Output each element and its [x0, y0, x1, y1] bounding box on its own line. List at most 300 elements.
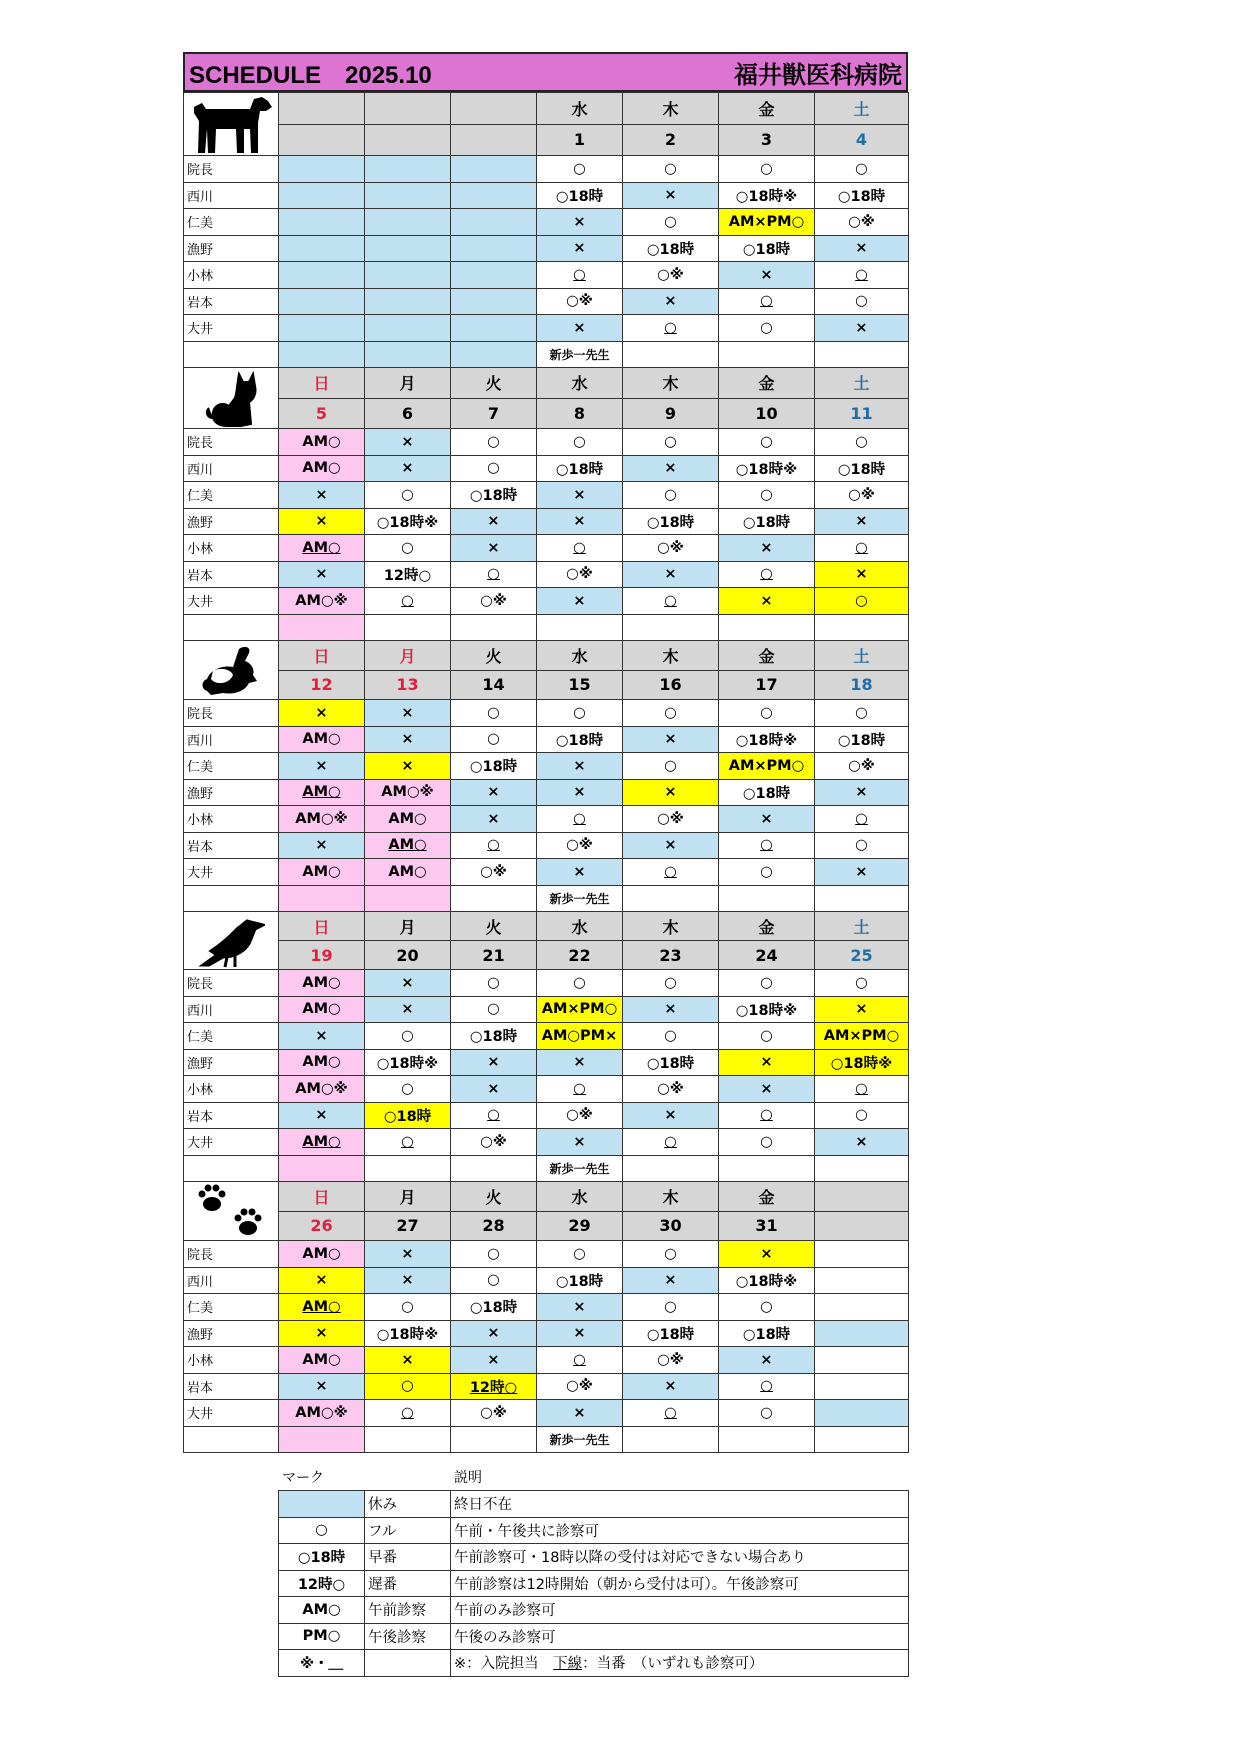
staff-name: 漁野 — [184, 779, 279, 806]
schedule-cell: × — [279, 832, 365, 859]
schedule-cell: ○ — [719, 1102, 815, 1129]
legend-mark: AM○ — [279, 1597, 365, 1624]
note-cell — [279, 885, 365, 912]
schedule-cell: ○※ — [815, 209, 909, 236]
note-cell — [815, 341, 909, 368]
schedule-cell: × — [623, 779, 719, 806]
weekday-cell: 火 — [451, 1182, 537, 1212]
schedule-cell: ○ — [537, 535, 623, 562]
note-cell — [365, 885, 451, 912]
date-cell: 26 — [279, 1211, 365, 1241]
schedule-cell: × — [365, 996, 451, 1023]
schedule-cell: × — [815, 859, 909, 886]
schedule-cell: AM×PM○ — [719, 753, 815, 780]
date-cell: 5 — [279, 398, 365, 429]
schedule-cell: ○ — [719, 1400, 815, 1427]
notes-label-cell — [184, 1426, 279, 1453]
notes-row — [184, 1426, 909, 1453]
schedule-cell: AM○ — [279, 1347, 365, 1374]
schedule-cell: ○ — [623, 156, 719, 183]
legend-desc: 終日不在 — [451, 1491, 909, 1518]
schedule-cell: ○ — [365, 1373, 451, 1400]
schedule-cell: ○ — [537, 1076, 623, 1103]
schedule-cell: × — [279, 1023, 365, 1050]
date-cell: 6 — [365, 398, 451, 429]
rabbit-icon — [184, 641, 279, 700]
schedule-cell: ○ — [537, 429, 623, 456]
schedule-cell — [279, 288, 365, 315]
note-cell — [815, 885, 909, 912]
date-cell: 3 — [719, 124, 815, 156]
schedule-cell: AM○ — [365, 832, 451, 859]
date-cell: 31 — [719, 1211, 815, 1241]
schedule-cell: × — [365, 700, 451, 727]
schedule-cell: × — [815, 996, 909, 1023]
staff-name: 西川 — [184, 182, 279, 209]
schedule-cell: ○ — [537, 262, 623, 289]
schedule-cell: ○ — [815, 806, 909, 833]
schedule-cell: × — [815, 561, 909, 588]
date-cell: 2 — [623, 124, 719, 156]
staff-row — [184, 1347, 909, 1374]
paw-icon — [184, 1182, 279, 1241]
date-cell: 12 — [279, 670, 365, 700]
schedule-cell: × — [815, 508, 909, 535]
schedule-cell: × — [537, 1294, 623, 1321]
schedule-cell: ○ — [719, 1294, 815, 1321]
weekday-cell — [279, 93, 365, 125]
staff-name: 小林 — [184, 262, 279, 289]
schedule-cell: × — [537, 859, 623, 886]
weekday-cell — [451, 93, 537, 125]
schedule-cell: × — [365, 753, 451, 780]
weekday-cell: 月 — [365, 368, 451, 399]
schedule-cell: × — [623, 1373, 719, 1400]
schedule-cell: AM○ — [279, 429, 365, 456]
schedule-cell: × — [623, 455, 719, 482]
weekday-row — [184, 641, 909, 671]
staff-name: 岩本 — [184, 288, 279, 315]
note-cell — [365, 1426, 451, 1453]
staff-row — [184, 455, 909, 482]
date-cell: 1 — [537, 124, 623, 156]
staff-name: 西川 — [184, 455, 279, 482]
weekday-cell: 月 — [365, 1182, 451, 1212]
legend-mark — [279, 1491, 365, 1518]
note-cell — [451, 1155, 537, 1182]
schedule-cell: ○ — [451, 1241, 537, 1268]
schedule-cell: AM○※ — [365, 779, 451, 806]
date-cell: 24 — [719, 941, 815, 970]
weekday-cell: 金 — [719, 641, 815, 671]
schedule-cell: ○ — [815, 832, 909, 859]
schedule-cell: ○ — [719, 1129, 815, 1156]
schedule-cell: ○18時※ — [719, 1267, 815, 1294]
schedule-cell: ○ — [815, 700, 909, 727]
schedule-cell — [451, 182, 537, 209]
schedule-cell: ○18時 — [537, 182, 623, 209]
note-cell — [719, 341, 815, 368]
staff-row — [184, 832, 909, 859]
weekday-cell — [365, 93, 451, 125]
staff-name: 仁美 — [184, 1023, 279, 1050]
staff-name: 大井 — [184, 859, 279, 886]
note-cell — [623, 1426, 719, 1453]
staff-name: 岩本 — [184, 832, 279, 859]
date-cell: 18 — [815, 670, 909, 700]
schedule-cell: ○18時 — [623, 508, 719, 535]
schedule-title: SCHEDULE 2025.10 — [189, 61, 432, 89]
schedule-cell: ○ — [537, 700, 623, 727]
schedule-cell: ○ — [623, 970, 719, 997]
schedule-cell: ○18時 — [537, 455, 623, 482]
schedule-cell: × — [537, 315, 623, 342]
schedule-cell: ○18時 — [815, 455, 909, 482]
weekday-cell: 水 — [537, 641, 623, 671]
legend-name: フル — [365, 1517, 451, 1544]
weekday-cell: 金 — [719, 912, 815, 941]
schedule-cell: AM○ — [279, 779, 365, 806]
date-row — [184, 398, 909, 429]
date-row — [184, 124, 909, 156]
schedule-cell — [279, 209, 365, 236]
schedule-cell: ○ — [623, 429, 719, 456]
legend-name: 遅番 — [365, 1570, 451, 1597]
schedule-cell — [815, 1241, 909, 1268]
schedule-cell: ○18時 — [815, 726, 909, 753]
schedule-cell: ○ — [719, 859, 815, 886]
schedule-cell: ○ — [719, 700, 815, 727]
weekday-cell: 水 — [537, 368, 623, 399]
date-row — [184, 670, 909, 700]
schedule-cell: × — [623, 726, 719, 753]
schedule-cell: ○※ — [623, 535, 719, 562]
schedule-cell — [279, 235, 365, 262]
weekday-cell: 土 — [815, 368, 909, 399]
date-cell — [279, 124, 365, 156]
schedule-cell: ○ — [623, 1294, 719, 1321]
schedule-cell: AM○ — [279, 1241, 365, 1268]
schedule-cell: ○ — [623, 700, 719, 727]
schedule-cell: ○ — [537, 970, 623, 997]
weekday-cell: 木 — [623, 368, 719, 399]
weekday-cell: 日 — [279, 912, 365, 941]
schedule-cell: AM○※ — [279, 588, 365, 615]
staff-row — [184, 508, 909, 535]
date-row — [184, 1211, 909, 1241]
schedule-cell: ○ — [451, 429, 537, 456]
legend-mark-header: マーク — [282, 1470, 324, 1486]
notes-label-cell — [184, 614, 279, 641]
weekday-row — [184, 912, 909, 941]
schedule-cell — [451, 315, 537, 342]
staff-name: 西川 — [184, 996, 279, 1023]
schedule-cell — [365, 209, 451, 236]
weekday-cell: 木 — [623, 93, 719, 125]
staff-name: 漁野 — [184, 508, 279, 535]
schedule-cell: × — [279, 1320, 365, 1347]
schedule-cell: ○ — [623, 753, 719, 780]
note-cell — [451, 1426, 537, 1453]
legend-desc: 午後のみ診察可 — [451, 1623, 909, 1650]
schedule-cell: ○ — [719, 1373, 815, 1400]
schedule-cell: ○※ — [537, 288, 623, 315]
date-cell: 11 — [815, 398, 909, 429]
staff-row — [184, 588, 909, 615]
date-cell: 14 — [451, 670, 537, 700]
schedule-cell: AM○※ — [279, 1400, 365, 1427]
weekday-cell: 日 — [279, 1182, 365, 1212]
schedule-cell: ○ — [719, 832, 815, 859]
note-cell — [815, 1426, 909, 1453]
schedule-cell: ○ — [623, 315, 719, 342]
schedule-cell: AM×PM○ — [815, 1023, 909, 1050]
weekday-cell: 火 — [451, 641, 537, 671]
schedule-cell: × — [451, 1347, 537, 1374]
schedule-cell: ○ — [719, 429, 815, 456]
schedule-cell: ○ — [719, 288, 815, 315]
note-cell: 新歩一先生 — [537, 1155, 623, 1182]
staff-name: 漁野 — [184, 235, 279, 262]
schedule-cell: × — [365, 970, 451, 997]
weekday-cell: 火 — [451, 912, 537, 941]
date-cell: 17 — [719, 670, 815, 700]
schedule-cell: × — [279, 753, 365, 780]
staff-name: 小林 — [184, 535, 279, 562]
schedule-cell: × — [537, 1320, 623, 1347]
date-cell — [451, 124, 537, 156]
schedule-cell: AM○ — [279, 726, 365, 753]
schedule-cell: × — [365, 1267, 451, 1294]
schedule-cell: ○ — [815, 288, 909, 315]
date-cell: 9 — [623, 398, 719, 429]
date-cell: 20 — [365, 941, 451, 970]
schedule-cell: ○ — [451, 700, 537, 727]
staff-row — [184, 859, 909, 886]
schedule-cell: AM○PM× — [537, 1023, 623, 1050]
weekday-cell: 土 — [815, 641, 909, 671]
schedule-cell: × — [279, 1102, 365, 1129]
schedule-cell: ○※ — [537, 832, 623, 859]
schedule-cell: × — [719, 1049, 815, 1076]
staff-row — [184, 1320, 909, 1347]
schedule-cell: × — [451, 508, 537, 535]
schedule-cell: ○ — [451, 561, 537, 588]
staff-row — [184, 315, 909, 342]
schedule-cell: ○ — [365, 535, 451, 562]
schedule-cell: × — [279, 561, 365, 588]
schedule-cell: ○18時 — [719, 235, 815, 262]
note-cell — [279, 1426, 365, 1453]
schedule-cell: ○※ — [623, 1347, 719, 1374]
schedule-cell: × — [623, 996, 719, 1023]
schedule-cell: ○ — [365, 1129, 451, 1156]
weekday-cell: 土 — [815, 912, 909, 941]
schedule-cell — [279, 156, 365, 183]
schedule-table — [183, 92, 909, 1453]
schedule-cell: ○ — [815, 970, 909, 997]
weekday-row — [184, 1182, 909, 1212]
note-cell — [623, 614, 719, 641]
schedule-cell: × — [537, 209, 623, 236]
weekday-cell — [815, 1182, 909, 1212]
schedule-cell: 12時○ — [365, 561, 451, 588]
schedule-cell: × — [279, 508, 365, 535]
legend-header — [282, 1467, 912, 1489]
schedule-cell: ○ — [537, 1347, 623, 1374]
schedule-cell: × — [537, 1049, 623, 1076]
schedule-cell — [365, 156, 451, 183]
weekday-cell: 水 — [537, 93, 623, 125]
staff-row — [184, 700, 909, 727]
schedule-cell: AM○ — [365, 859, 451, 886]
weekday-row — [184, 93, 909, 125]
schedule-cell — [815, 1320, 909, 1347]
staff-name: 西川 — [184, 1267, 279, 1294]
schedule-cell: ○ — [365, 1400, 451, 1427]
schedule-cell: × — [537, 753, 623, 780]
schedule-cell: ○ — [365, 482, 451, 509]
staff-row — [184, 1023, 909, 1050]
schedule-cell: AM○ — [279, 1294, 365, 1321]
schedule-cell: ○ — [365, 1076, 451, 1103]
schedule-cell: ○18時※ — [719, 182, 815, 209]
schedule-cell: ○ — [623, 1023, 719, 1050]
date-row — [184, 941, 909, 970]
note-cell — [623, 1155, 719, 1182]
schedule-cell: ○ — [623, 1400, 719, 1427]
schedule-cell: × — [719, 806, 815, 833]
legend-row — [279, 1650, 909, 1677]
notes-label-cell — [184, 1155, 279, 1182]
staff-name: 院長 — [184, 429, 279, 456]
schedule-cell: ○※ — [451, 1129, 537, 1156]
schedule-cell: × — [365, 455, 451, 482]
weekday-cell: 金 — [719, 93, 815, 125]
legend-desc — [451, 1650, 909, 1677]
legend-row — [279, 1623, 909, 1650]
schedule-cell — [451, 288, 537, 315]
staff-name: 小林 — [184, 1076, 279, 1103]
staff-row — [184, 970, 909, 997]
schedule-cell: × — [279, 1267, 365, 1294]
legend-name: 早番 — [365, 1544, 451, 1571]
staff-row — [184, 753, 909, 780]
schedule-cell: × — [451, 1049, 537, 1076]
staff-row — [184, 806, 909, 833]
schedule-cell: × — [451, 1320, 537, 1347]
staff-row — [184, 1373, 909, 1400]
staff-row — [184, 288, 909, 315]
schedule-cell: × — [537, 235, 623, 262]
weekday-cell: 火 — [451, 368, 537, 399]
cat-icon — [184, 368, 279, 429]
staff-row — [184, 1129, 909, 1156]
staff-row — [184, 209, 909, 236]
schedule-cell — [279, 182, 365, 209]
staff-name: 大井 — [184, 588, 279, 615]
schedule-cell: ○ — [365, 1023, 451, 1050]
legend-row — [279, 1517, 909, 1544]
schedule-cell: ○ — [623, 209, 719, 236]
schedule-cell: ○18時 — [815, 182, 909, 209]
schedule-cell — [365, 262, 451, 289]
schedule-cell: × — [451, 806, 537, 833]
notes-label-cell — [184, 341, 279, 368]
staff-name: 西川 — [184, 726, 279, 753]
staff-name: 漁野 — [184, 1049, 279, 1076]
schedule-cell: AM○※ — [279, 1076, 365, 1103]
schedule-cell: ○※ — [451, 588, 537, 615]
staff-name: 大井 — [184, 315, 279, 342]
date-cell: 4 — [815, 124, 909, 156]
schedule-cell: AM○ — [279, 535, 365, 562]
note-cell — [623, 341, 719, 368]
schedule-cell: AM○ — [279, 859, 365, 886]
note-cell — [365, 341, 451, 368]
schedule-cell: ○ — [537, 1241, 623, 1268]
schedule-cell: AM×PM○ — [719, 209, 815, 236]
weekday-row — [184, 368, 909, 399]
schedule-cell: ○18時 — [719, 1320, 815, 1347]
schedule-cell: × — [815, 1129, 909, 1156]
staff-row — [184, 535, 909, 562]
schedule-cell: ○18時 — [537, 1267, 623, 1294]
staff-row — [184, 1076, 909, 1103]
staff-name: 小林 — [184, 1347, 279, 1374]
title-bar — [183, 52, 908, 92]
date-cell: 30 — [623, 1211, 719, 1241]
schedule-cell: ○ — [365, 1294, 451, 1321]
schedule-cell: AM○ — [279, 455, 365, 482]
note-cell — [815, 614, 909, 641]
legend-desc: 午前・午後共に診察可 — [451, 1517, 909, 1544]
schedule-cell: AM○ — [279, 1049, 365, 1076]
schedule-cell: × — [623, 832, 719, 859]
schedule-cell — [451, 262, 537, 289]
schedule-cell: × — [537, 1129, 623, 1156]
schedule-cell: ○18時※ — [719, 996, 815, 1023]
schedule-cell: × — [719, 1241, 815, 1268]
schedule-cell: ○18時 — [623, 235, 719, 262]
schedule-cell: × — [719, 588, 815, 615]
staff-row — [184, 1294, 909, 1321]
schedule-cell: ○ — [451, 1267, 537, 1294]
staff-row — [184, 1241, 909, 1268]
staff-row — [184, 429, 909, 456]
legend-mark: ○ — [279, 1517, 365, 1544]
date-cell: 22 — [537, 941, 623, 970]
staff-row — [184, 996, 909, 1023]
schedule-cell: ○ — [719, 156, 815, 183]
legend-mark: 12時○ — [279, 1570, 365, 1597]
staff-name: 仁美 — [184, 209, 279, 236]
schedule-cell: × — [537, 588, 623, 615]
weekday-cell: 水 — [537, 912, 623, 941]
staff-row — [184, 182, 909, 209]
date-cell: 25 — [815, 941, 909, 970]
schedule-cell: AM○ — [279, 970, 365, 997]
schedule-cell: × — [537, 779, 623, 806]
schedule-cell: × — [623, 182, 719, 209]
schedule-cell: × — [719, 1347, 815, 1374]
schedule-cell: × — [365, 726, 451, 753]
schedule-cell: × — [451, 779, 537, 806]
schedule-cell: ○ — [451, 726, 537, 753]
schedule-cell: AM○ — [279, 996, 365, 1023]
schedule-cell: ○ — [451, 996, 537, 1023]
schedule-cell: × — [365, 1241, 451, 1268]
